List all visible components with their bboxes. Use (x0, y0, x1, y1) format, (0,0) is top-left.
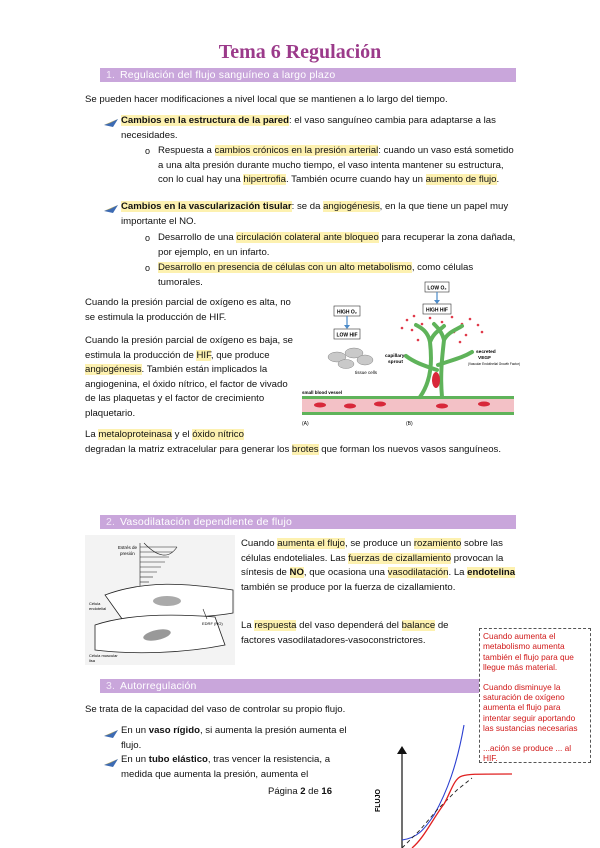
highlight: circulación colateral ante bloqueo (236, 232, 379, 243)
secreted-label: secreted (476, 350, 496, 355)
page-title: Tema 6 Regulación (218, 41, 382, 63)
text-run: . La (448, 567, 468, 578)
vegf-label: VEGF (478, 356, 492, 361)
section-header-1 (100, 68, 516, 82)
sprout-cell (432, 372, 440, 388)
text-run: En un (121, 725, 149, 736)
tissue-cells (328, 348, 373, 369)
intro-text: Se pueden hacer modificaciones a nivel local que se mantienen a lo largo del tiempo. (85, 94, 448, 105)
paragraph-balance (241, 619, 481, 648)
text-run: : se da (291, 201, 324, 212)
section-label: Vasodilatación dependiente de flujo (120, 516, 293, 528)
text-run: , que produce (210, 349, 270, 361)
highlight: endotelina (467, 567, 516, 578)
tissue-cells-label: tissue cells (355, 370, 378, 375)
text-run: Respuesta a (158, 145, 215, 156)
bullet-elastic-tube (121, 753, 349, 782)
text-run: , tras vencer la resistencia, a medida que aumenta la presión, aumenta el (121, 754, 331, 780)
paragraph-low-o2 (85, 334, 300, 421)
smooth-muscle-label: lisa (89, 658, 96, 663)
section-header-2 (100, 515, 516, 529)
bullet-vascularization (121, 200, 516, 229)
highlight: metaloproteinasa (98, 429, 172, 440)
bullet-rigid-vessel (121, 724, 349, 753)
comment-text: ...ación se produce ... al HIF. (483, 742, 572, 764)
smooth-muscle-label: Célula muscular (89, 653, 118, 658)
bold-term: tubo elástico (148, 754, 208, 765)
arrow-bullet-icon (104, 117, 118, 127)
autoregulation-intro: Se trata de la capacidad del vaso de controlar su propio flujo. (85, 704, 346, 715)
highlight: óxido nítrico (192, 429, 244, 440)
shear-stress-figure (85, 535, 235, 665)
text-run: , se produce un (345, 538, 414, 549)
text-run: . También ocurre cuando hay un (286, 174, 426, 185)
bullet-wall-changes (121, 114, 516, 143)
paragraph-shear (241, 537, 516, 595)
highlight: balance (401, 620, 436, 631)
text-run: , si aumenta la presión aumenta el flujo. (121, 725, 347, 751)
highlight: cambios crónicos en la presión arterial (214, 145, 379, 156)
circle-bullet-icon: o (145, 263, 151, 273)
nucleus (153, 596, 181, 606)
highlight: rozamiento (413, 538, 462, 549)
y-axis-label: FLUJO (375, 789, 382, 812)
text-run: La (85, 429, 99, 440)
endothelial-label: Célula (89, 601, 101, 606)
text-run: . (496, 174, 500, 185)
paragraph-metaloproteinase (85, 428, 525, 457)
bold-term: vaso rígido (148, 725, 200, 736)
bullet-lead: Cambios en la vascularización tisular (121, 201, 292, 212)
panel-a-label: (A) (302, 421, 309, 427)
y-axis-arrow-icon (397, 746, 407, 754)
highlight: hipertrofia (243, 174, 287, 185)
text-run: , en la que tiene un papel muy importante el NO. (121, 201, 509, 227)
vegf-full-label: (Vascular Endothelial Growth Factor) (468, 362, 521, 366)
text-run: de factores vasodilatadores-vasoconstrictores. (241, 620, 449, 646)
text-run: también se produce por la fuerza de cizallamiento. (241, 581, 456, 593)
text-run: Desarrollo de una (158, 232, 237, 243)
high-o2-label: HIGH O₂ (337, 309, 357, 316)
text-run: Cuando la presión parcial de oxígeno es baja, se estimula la producción de (85, 335, 294, 361)
text-run: Cuando (241, 538, 278, 549)
subbullet-collateral (158, 231, 518, 260)
section-number: 3. (106, 680, 116, 692)
edrf-label: EDRF (NO) (202, 621, 223, 626)
circle-bullet-icon: o (145, 233, 151, 243)
highlight: Desarrollo en presencia de células con un alto metabolismo (158, 262, 412, 273)
page-footer (0, 785, 600, 800)
subbullet-pressure (158, 144, 518, 188)
text-run: , que ocasiona una (303, 567, 388, 578)
text-run: , como células tumorales. (158, 262, 474, 288)
highlight: fuerzas de cizallamiento (348, 552, 452, 564)
page-total: 16 (321, 786, 332, 797)
section-number: 2. (106, 516, 116, 528)
footer-text: Página (268, 786, 301, 797)
arrow-bullet-icon (104, 728, 118, 738)
bullet-text: : el vaso sanguíneo cambia para adaptarse a las necesidades. (121, 115, 496, 141)
arrow-bullet-icon (104, 757, 118, 767)
highlight: aumento de flujo (425, 174, 497, 185)
bullet-lead: Cambios en la estructura de la pared (121, 115, 289, 126)
section-header-3 (100, 679, 516, 693)
footer-text: de (305, 786, 322, 797)
text-run: : cuando un vaso está sometido a una alta presión durante mucho tiempo, el vaso intenta mantener su estructura, con lo cual hay una (158, 145, 514, 185)
capillary-label: capillary (385, 354, 405, 359)
arrow-bullet-icon (104, 203, 118, 213)
highlight: vasodilatación (387, 567, 449, 578)
section-label: Regulación del flujo sanguíneo a largo plazo (120, 69, 336, 81)
highlight: brotes (291, 443, 319, 455)
highlight: NO (289, 567, 304, 578)
sprout-label: sprout (388, 360, 403, 365)
text-run: para recuperar la zona dañada, por ejemplo, en un infarto. (158, 232, 516, 258)
text-run: provocan la síntesis de (241, 552, 504, 578)
capillary-sprout (406, 324, 472, 397)
text-run: degradan la matriz extracelular para generar los (85, 443, 292, 455)
text-run: y el (171, 429, 193, 440)
highlight: respuesta (254, 620, 297, 631)
pressure-label: presión (120, 551, 135, 556)
highlight: aumenta el flujo (277, 538, 346, 549)
text-run: La (241, 620, 255, 631)
text-run: En un (121, 754, 149, 765)
margin-comment (479, 628, 591, 763)
panel-b-label: (B) (406, 421, 413, 427)
paragraph-high-o2: Cuando la presión parcial de oxígeno es alta, no se estimula la producción de HIF. (85, 297, 291, 323)
text-run: sobre las células endoteliales. Las (241, 538, 503, 564)
small-vessel-label: small blood vessel (302, 390, 343, 395)
low-hif-label: LOW HIF (336, 332, 358, 339)
text-run: que forman los nuevos vasos sanguíneos. (318, 443, 501, 455)
page-number: 2 (300, 786, 306, 797)
highlight: angiogénesis (323, 201, 380, 212)
text-run: del vaso dependerá del (296, 620, 402, 631)
endothelial-label: endotelial (89, 606, 107, 611)
highlight: angiogénesis (85, 364, 142, 375)
high-hif-label: HIGH HIF (426, 307, 448, 314)
section-number: 1. (106, 69, 116, 81)
comment-text: Cuando aumenta el metabolismo aumenta también el flujo para que llegue más material. (483, 631, 574, 673)
text-run: . También están implicados la angiogenina, el óxido nítrico, el factor de vivado de las plaquetas y el factor de crecimiento plaquetario. (85, 364, 288, 419)
stress-label: Estrés de (118, 545, 138, 550)
comment-text: Cuando disminuye la saturación de oxígeno aumenta el flujo para intentar seguir aportando las sustancias necesarias (483, 681, 578, 734)
low-o2-label: LOW O₂ (427, 285, 447, 292)
section-label: Autorregulación (120, 680, 197, 692)
circle-bullet-icon: o (145, 146, 151, 156)
highlight: HIF (196, 349, 211, 361)
angiogenesis-figure (302, 280, 521, 430)
